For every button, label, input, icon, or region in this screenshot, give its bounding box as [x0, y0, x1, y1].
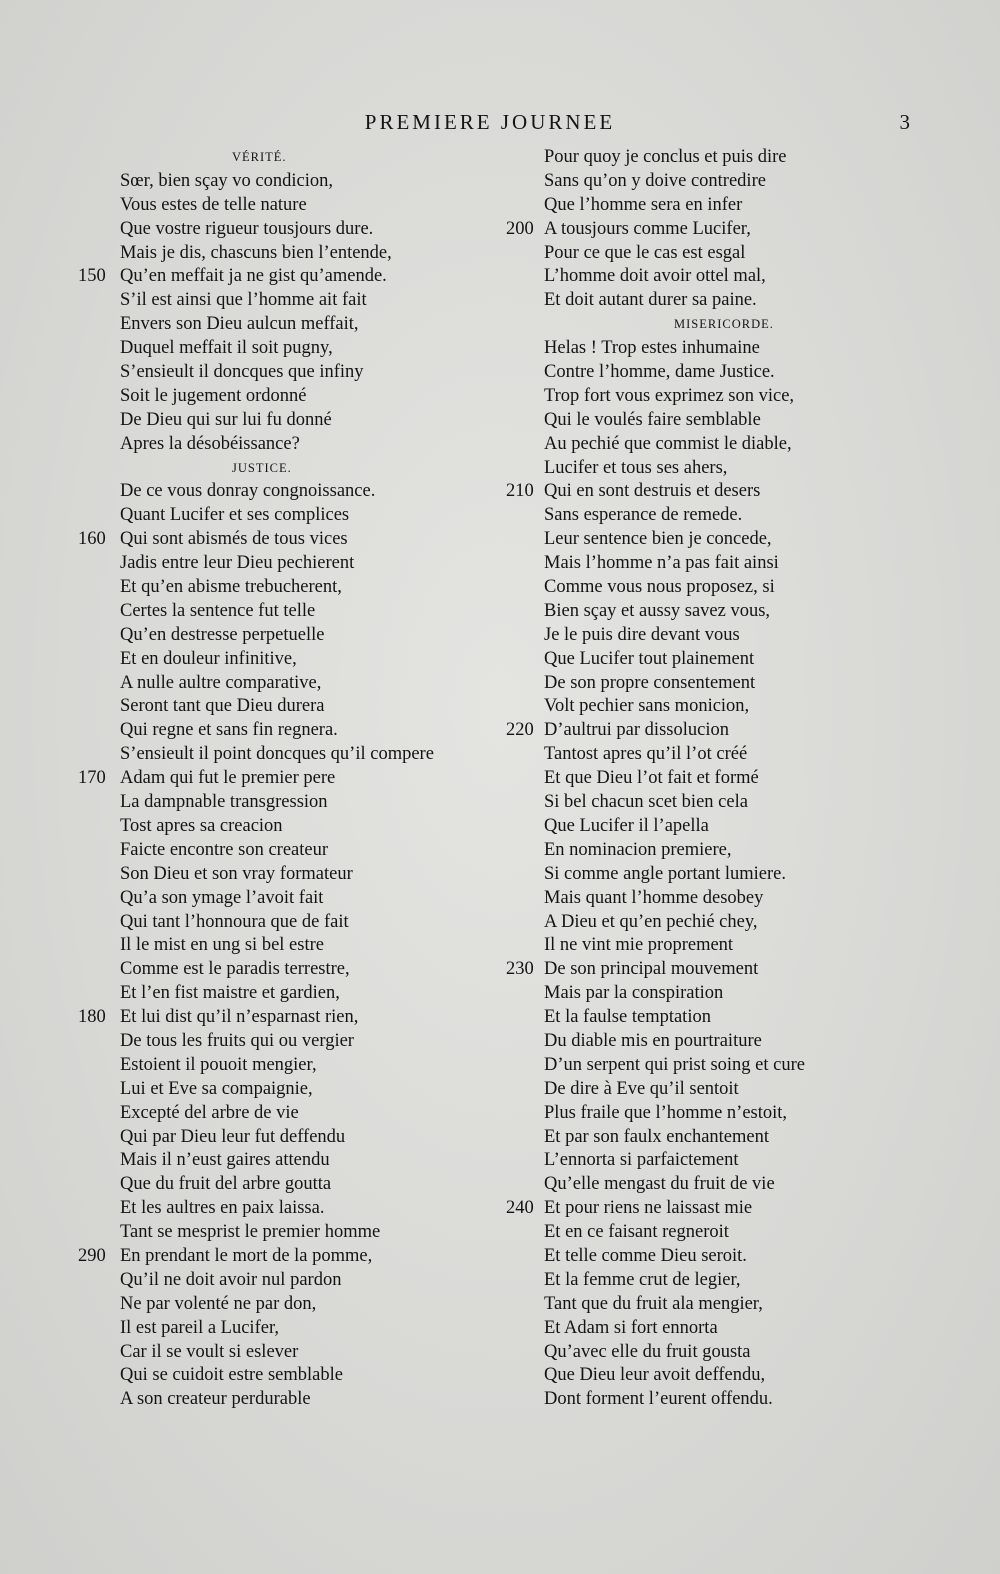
verse-text: Qu’en destresse perpetuelle: [120, 624, 325, 645]
verse-text: Soit le jugement ordonné: [120, 385, 307, 406]
verse-line: [470, 1317, 1000, 1341]
page-number: 3: [899, 110, 910, 134]
verse-text: Et Adam si fort ennorta: [544, 1317, 718, 1338]
verse-text: Jadis entre leur Dieu pechierent: [120, 553, 355, 574]
verse-line: [0, 313, 470, 337]
verse-line: [0, 695, 470, 719]
line-number: 200: [506, 218, 534, 239]
verse-text: S’ensieult il doncques que infiny: [120, 362, 364, 383]
line-number: 290: [78, 1245, 106, 1266]
verse-line: [0, 839, 470, 863]
verse-line: [470, 839, 1000, 863]
verse-line: [470, 863, 1000, 887]
verse-text: L’homme doit avoir ottel mal,: [544, 266, 766, 287]
verse-line: [0, 958, 470, 982]
verse-text: Pour quoy je conclus et puis dire: [544, 147, 787, 167]
verse-line: [0, 433, 470, 457]
verse-line: [470, 552, 1000, 576]
verse-line: [470, 433, 1000, 457]
verse-text: Et doit autant durer sa paine.: [544, 290, 757, 311]
verse-text: Vous estes de telle nature: [120, 194, 307, 215]
verse-text: Mais je dis, chascuns bien l’entende,: [120, 242, 392, 263]
verse-line: [470, 695, 1000, 719]
verse-text: Que l’homme sera en infer: [544, 194, 743, 215]
verse-line: [470, 1341, 1000, 1365]
verse-line: [0, 242, 470, 266]
verse-line: [0, 385, 470, 409]
verse-line: [470, 361, 1000, 385]
verse-line: [470, 1102, 1000, 1126]
verse-line: [470, 1364, 1000, 1388]
verse-line: [0, 982, 470, 1006]
verse-line: [470, 767, 1000, 791]
verse-line: [0, 576, 470, 600]
verse-text: Et la femme crut de legier,: [544, 1269, 741, 1290]
verse-text: Sans qu’on y doive contredire: [544, 170, 766, 191]
verse-line: [470, 409, 1000, 433]
verse-text: Qui regne et sans fin regnera.: [120, 720, 338, 741]
verse-text: Pour ce que le cas est esgal: [544, 242, 746, 263]
line-number: 240: [506, 1198, 534, 1219]
verse-text: Mais il n’eust gaires attendu: [120, 1150, 330, 1171]
verse-line: [470, 624, 1000, 648]
line-number: 180: [78, 1007, 106, 1028]
verse-line: [0, 1293, 470, 1317]
verse-text: Et les aultres en paix laissa.: [120, 1198, 325, 1219]
verse-text: Et en ce faisant regneroit: [544, 1222, 729, 1243]
verse-text: Trop fort vous exprimez son vice,: [544, 385, 795, 406]
verse-text: Qu’a son ymage l’avoit fait: [120, 887, 324, 908]
line-number: 220: [506, 720, 534, 741]
verse-line: [0, 218, 470, 242]
verse-text: A tousjours comme Lucifer,: [544, 218, 751, 239]
verse-text: Et qu’en abisme trebucherent,: [120, 577, 342, 598]
verse-line: [470, 1388, 1000, 1412]
verse-line: [470, 1293, 1000, 1317]
verse-line: [0, 1388, 470, 1412]
verse-line: [470, 146, 1000, 170]
verse-text: Mais par la conspiration: [544, 983, 724, 1004]
verse-line: [0, 934, 470, 958]
verse-text: Et par son faulx enchantement: [544, 1126, 769, 1147]
line-number: 150: [78, 266, 106, 287]
verse-text: Excepté del arbre de vie: [120, 1102, 299, 1123]
verse-text: De dire à Eve qu’il sentoit: [544, 1078, 739, 1099]
verse-line: [0, 361, 470, 385]
verse-text: S’ensieult il point doncques qu’il compere: [120, 744, 434, 765]
verse-line: [470, 385, 1000, 409]
verse-text: Tantost apres qu’il l’ot créé: [544, 744, 748, 765]
verse-text: Qui le voulés faire semblable: [544, 409, 761, 430]
verse-line: [0, 265, 470, 289]
verse-text: A Dieu et qu’en pechié chey,: [544, 911, 758, 932]
verse-text: Duquel meffait il soit pugny,: [120, 338, 333, 359]
verse-text: Faicte encontre son createur: [120, 839, 329, 860]
verse-text: Sœr, bien sçay vo condicion,: [120, 170, 333, 191]
verse-text: De ce vous donray congnoissance.: [120, 481, 376, 502]
verse-line: [470, 218, 1000, 242]
verse-text: Certes la sentence fut telle: [120, 600, 316, 621]
verse-text: Qui en sont destruis et desers: [544, 481, 761, 502]
verse-text: Il est pareil a Lucifer,: [120, 1317, 279, 1338]
verse-line: [0, 1197, 470, 1221]
verse-line: [470, 743, 1000, 767]
verse-text: Volt pechier sans monicion,: [544, 696, 750, 717]
line-number: 210: [506, 481, 534, 502]
verse-text: Comme est le paradis terrestre,: [120, 959, 350, 980]
verse-text: De Dieu qui sur lui fu donné: [120, 409, 332, 430]
verse-line: [470, 194, 1000, 218]
verse-line: [0, 863, 470, 887]
verse-line: [0, 170, 470, 194]
verse-line: [0, 1364, 470, 1388]
verse-line: [470, 1078, 1000, 1102]
verse-text: Et la faulse temptation: [544, 1007, 711, 1028]
speaker-name: [470, 313, 1000, 337]
verse-text: Que du fruit del arbre goutta: [120, 1174, 332, 1195]
verse-line: [0, 624, 470, 648]
line-number: 160: [78, 529, 106, 550]
verse-text: Et telle comme Dieu seroit.: [544, 1245, 747, 1266]
verse-line: [470, 815, 1000, 839]
speaker-label: MISERICORDE.: [674, 317, 774, 332]
verse-text: Comme vous nous proposez, si: [544, 577, 775, 598]
verse-line: [0, 1126, 470, 1150]
verse-text: Mais l’homme n’a pas fait ainsi: [544, 553, 779, 574]
verse-line: [0, 743, 470, 767]
verse-text: Au pechié que commist le diable,: [544, 433, 792, 454]
verse-text: Tant que du fruit ala mengier,: [544, 1293, 763, 1314]
verse-line: [0, 504, 470, 528]
verse-text: Dont forment l’eurent offendu.: [544, 1389, 773, 1410]
verse-line: [0, 409, 470, 433]
verse-text: Qu’elle mengast du fruit de vie: [544, 1174, 775, 1195]
verse-text: Qu’avec elle du fruit gousta: [544, 1341, 751, 1362]
verse-line: [0, 1221, 470, 1245]
verse-line: [470, 648, 1000, 672]
verse-line: [470, 576, 1000, 600]
verse-text: Adam qui fut le premier pere: [120, 768, 336, 789]
speaker-label: JUSTICE.: [232, 460, 292, 475]
verse-text: Tant se mesprist le premier homme: [120, 1222, 381, 1243]
verse-line: [0, 289, 470, 313]
verse-text: Helas ! Trop estes inhumaine: [544, 338, 760, 359]
verse-line: [470, 934, 1000, 958]
verse-line: [0, 911, 470, 935]
verse-line: [0, 528, 470, 552]
verse-line: [0, 815, 470, 839]
verse-text: Si comme angle portant lumiere.: [544, 863, 786, 884]
verse-line: [470, 504, 1000, 528]
verse-line: [0, 648, 470, 672]
verse-line: [470, 1126, 1000, 1150]
verse-line: [0, 1030, 470, 1054]
verse-line: [0, 887, 470, 911]
verse-line: [0, 719, 470, 743]
verse-line: [470, 911, 1000, 935]
verse-line: [470, 1173, 1000, 1197]
verse-line: [470, 1221, 1000, 1245]
verse-text: Et l’en fist maistre et gardien,: [120, 983, 340, 1004]
verse-text: Leur sentence bien je concede,: [544, 529, 772, 550]
verse-line: [470, 982, 1000, 1006]
verse-text: Son Dieu et son vray formateur: [120, 863, 353, 884]
verse-line: [0, 1341, 470, 1365]
verse-text: D’aultrui par dissolucion: [544, 720, 729, 741]
verse-text: L’ennorta si parfaictement: [544, 1150, 739, 1171]
page-header: [0, 110, 1000, 140]
verse-line: [470, 337, 1000, 361]
verse-text: A nulle aultre comparative,: [120, 672, 322, 693]
verse-text: Que Lucifer il l’apella: [544, 815, 709, 836]
verse-line: [470, 1149, 1000, 1173]
verse-text: De tous les fruits qui ou vergier: [120, 1030, 354, 1051]
verse-text: Tost apres sa creacion: [120, 815, 283, 836]
verse-line: [470, 1197, 1000, 1221]
verse-line: [0, 1317, 470, 1341]
verse-line: [0, 791, 470, 815]
verse-line: [0, 552, 470, 576]
verse-line: [470, 791, 1000, 815]
verse-text: Il ne vint mie proprement: [544, 935, 734, 956]
verse-text: Plus fraile que l’homme n’estoit,: [544, 1102, 788, 1123]
verse-text: Et lui dist qu’il n’esparnast rien,: [120, 1007, 359, 1028]
verse-text: En prendant le mort de la pomme,: [120, 1245, 373, 1266]
verse-line: [0, 1149, 470, 1173]
verse-text: Que Dieu leur avoit deffendu,: [544, 1365, 766, 1386]
verse-line: [470, 1054, 1000, 1078]
running-title: PREMIERE JOURNEE: [364, 110, 616, 134]
verse-line: [470, 1245, 1000, 1269]
verse-line: [0, 194, 470, 218]
verse-line: [470, 1030, 1000, 1054]
verse-line: [470, 480, 1000, 504]
line-number: 230: [506, 959, 534, 980]
verse-text: Qui par Dieu leur fut deffendu: [120, 1126, 346, 1147]
verse-text: De son propre consentement: [544, 672, 756, 693]
verse-text: Bien sçay et aussy savez vous,: [544, 600, 771, 621]
verse-line: [470, 528, 1000, 552]
right-verse-column: [470, 146, 1000, 1412]
verse-line: [470, 1006, 1000, 1030]
verse-text: A son createur perdurable: [120, 1389, 311, 1410]
verse-text: Qui sont abismés de tous vices: [120, 529, 348, 550]
verse-text: D’un serpent qui prist soing et cure: [544, 1054, 805, 1075]
verse-text: S’il est ainsi que l’homme ait fait: [120, 290, 367, 311]
verse-text: De son principal mouvement: [544, 959, 759, 980]
speaker-label: VÉRITÉ.: [232, 150, 287, 164]
verse-text: Quant Lucifer et ses complices: [120, 505, 350, 526]
verse-text: Qu’en meffait ja ne gist qu’amende.: [120, 266, 387, 287]
verse-line: [0, 1173, 470, 1197]
verse-text: Et en douleur infinitive,: [120, 648, 297, 669]
verse-line: [0, 1269, 470, 1293]
verse-line: [0, 1078, 470, 1102]
verse-text: Car il se voult si eslever: [120, 1341, 299, 1362]
verse-line: [0, 767, 470, 791]
verse-text: La dampnable transgression: [120, 792, 328, 813]
verse-text: Que vostre rigueur tousjours dure.: [120, 218, 374, 239]
verse-line: [0, 1006, 470, 1030]
verse-text: En nominacion premiere,: [544, 839, 732, 860]
verse-line: [470, 719, 1000, 743]
verse-text: Seront tant que Dieu durera: [120, 696, 325, 717]
verse-text: Apres la désobéissance?: [120, 433, 300, 454]
speaker-name: [0, 457, 470, 481]
verse-text: Qui se cuidoit estre semblable: [120, 1365, 343, 1386]
verse-line: [470, 170, 1000, 194]
verse-text: Qui tant l’honnoura que de fait: [120, 911, 349, 932]
verse-line: [470, 600, 1000, 624]
verse-line: [0, 337, 470, 361]
verse-text: Et pour riens ne laissast mie: [544, 1198, 753, 1219]
verse-line: [0, 480, 470, 504]
verse-text: Contre l’homme, dame Justice.: [544, 362, 775, 383]
verse-line: [0, 1245, 470, 1269]
verse-line: [0, 672, 470, 696]
left-verse-column: [0, 146, 470, 1412]
verse-line: [470, 958, 1000, 982]
verse-line: [0, 600, 470, 624]
verse-text: Lui et Eve sa compaignie,: [120, 1078, 313, 1099]
verse-text: Lucifer et tous ses ahers,: [544, 457, 728, 478]
line-number: 170: [78, 768, 106, 789]
verse-text: Je le puis dire devant vous: [544, 624, 740, 645]
verse-line: [470, 457, 1000, 481]
verse-line: [0, 1102, 470, 1126]
speaker-name: [0, 146, 470, 170]
verse-text: Il le mist en ung si bel estre: [120, 935, 324, 956]
verse-text: Et que Dieu l’ot fait et formé: [544, 768, 759, 789]
verse-text: Que Lucifer tout plainement: [544, 648, 755, 669]
verse-line: [470, 672, 1000, 696]
verse-text: Du diable mis en pourtraiture: [544, 1030, 762, 1051]
verse-text: Envers son Dieu aulcun meffait,: [120, 314, 359, 335]
verse-line: [470, 242, 1000, 266]
verse-text: Ne par volenté ne par don,: [120, 1293, 317, 1314]
verse-text: Sans esperance de remede.: [544, 505, 743, 526]
verse-line: [0, 1054, 470, 1078]
verse-line: [470, 289, 1000, 313]
verse-text: Mais quant l’homme desobey: [544, 887, 764, 908]
verse-text: Qu’il ne doit avoir nul pardon: [120, 1269, 342, 1290]
verse-text: Si bel chacun scet bien cela: [544, 792, 748, 813]
verse-line: [470, 1269, 1000, 1293]
verse-line: [470, 265, 1000, 289]
verse-line: [470, 887, 1000, 911]
verse-text: Estoient il pouoit mengier,: [120, 1054, 317, 1075]
